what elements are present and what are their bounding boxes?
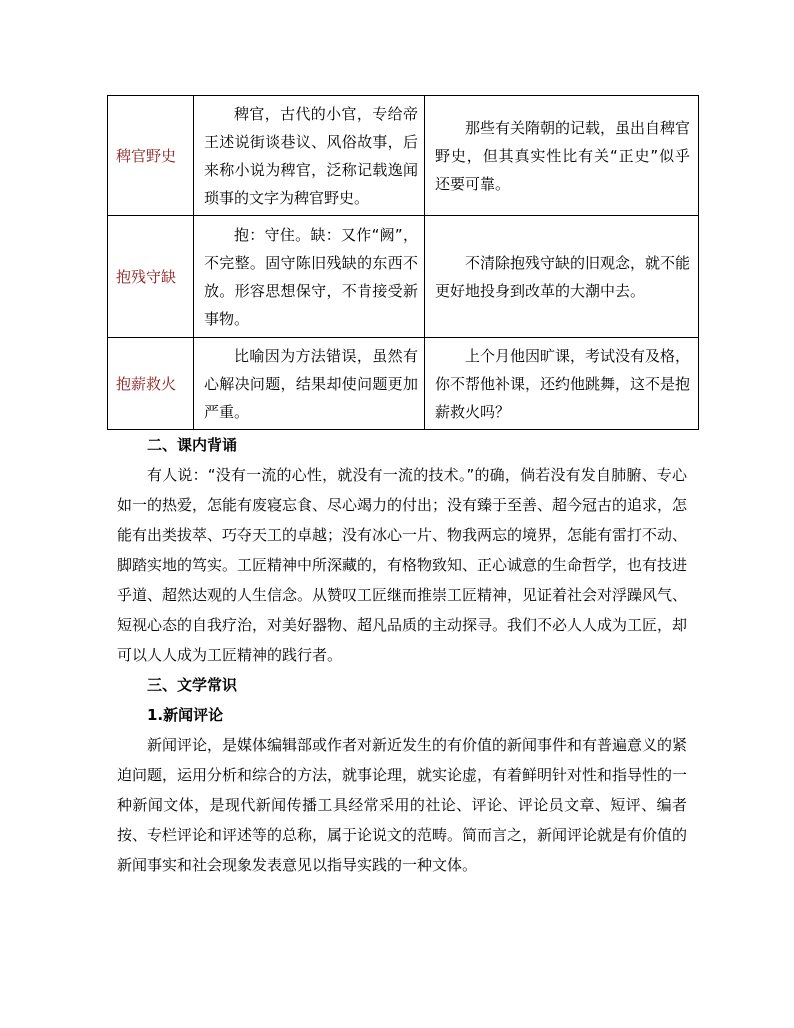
idiom-meaning: 抱：守住。缺：又作“阙”，不完整。固守陈旧残缺的东西不放。形容思想保守，不肯接受新事物。 bbox=[194, 216, 425, 338]
idiom-term: 抱薪救火 bbox=[108, 338, 194, 430]
table-row bbox=[108, 96, 699, 216]
subheading-news-commentary: 1.新闻评论 bbox=[147, 706, 224, 724]
document-body bbox=[117, 430, 687, 880]
idiom-meaning: 比喻因为方法错误，虽然有心解决问题，结果却使问题更加严重。 bbox=[194, 338, 425, 430]
news-commentary-paragraph: 新闻评论，是媒体编辑部或作者对新近发生的有价值的新闻事件和有普遍意义的紧迫问题，运用分析和综合的方法，就事论理，就实论虚，有着鲜明针对性和指导性的一种新闻文体，是现代新闻传播工具经常采用的社论、评论、评论员文章、短评、编者按、专栏评论和评述等的总称，属于论说文的范畴。简而言之，新闻评论就是有价值的新闻事实和社会现象发表意见以指导实践的一种文体。 bbox=[117, 736, 688, 874]
table-row bbox=[108, 338, 699, 430]
table-row bbox=[108, 216, 699, 338]
idiom-term: 稗官野史 bbox=[108, 96, 194, 216]
idiom-example: 那些有关隋朝的记载，虽出自稗官野史，但其真实性比有关“正史”似乎还要可靠。 bbox=[425, 96, 699, 216]
idiom-example: 不清除抱残守缺的旧观念，就不能更好地投身到改革的大潮中去。 bbox=[425, 216, 699, 338]
recitation-paragraph: 有人说：“没有一流的心性，就没有一流的技术。”的确，倘若没有发自肺腑、专心如一的热爱，怎能有废寝忘食、尽心竭力的付出；没有臻于至善、超今冠古的追求，怎能有出类拔萃、巧夺天工的卓越；没有冰心一片、物我两忘的境界，怎能有雷打不动、脚踏实地的笃实。工匠精神中所深藏的，有格物致知、正心诚意的生命哲学，也有技进乎道、超然达观的人生信念。从赞叹工匠继而推崇工匠精神，见证着社会对浮躁风气、短视心态的自我疗治，对美好器物、超凡品质的主动探寻。我们不必人人成为工匠，却可以人人成为工匠精神的践行者。 bbox=[117, 466, 688, 664]
idiom-term: 抱残守缺 bbox=[108, 216, 194, 338]
idiom-table bbox=[107, 95, 699, 430]
idiom-example: 上个月他因旷课，考试没有及格，你不帮他补课，还约他跳舞，这不是抱薪救火吗？ bbox=[425, 338, 699, 430]
idiom-meaning: 稗官，古代的小官，专给帝王述说街谈巷议、风俗故事，后来称小说为稗官，泛称记载逸闻琐事的文字为稗官野史。 bbox=[194, 96, 425, 216]
section-heading-literary-knowledge: 三、文学常识 bbox=[147, 676, 238, 694]
section-heading-recitation: 二、课内背诵 bbox=[147, 436, 238, 454]
